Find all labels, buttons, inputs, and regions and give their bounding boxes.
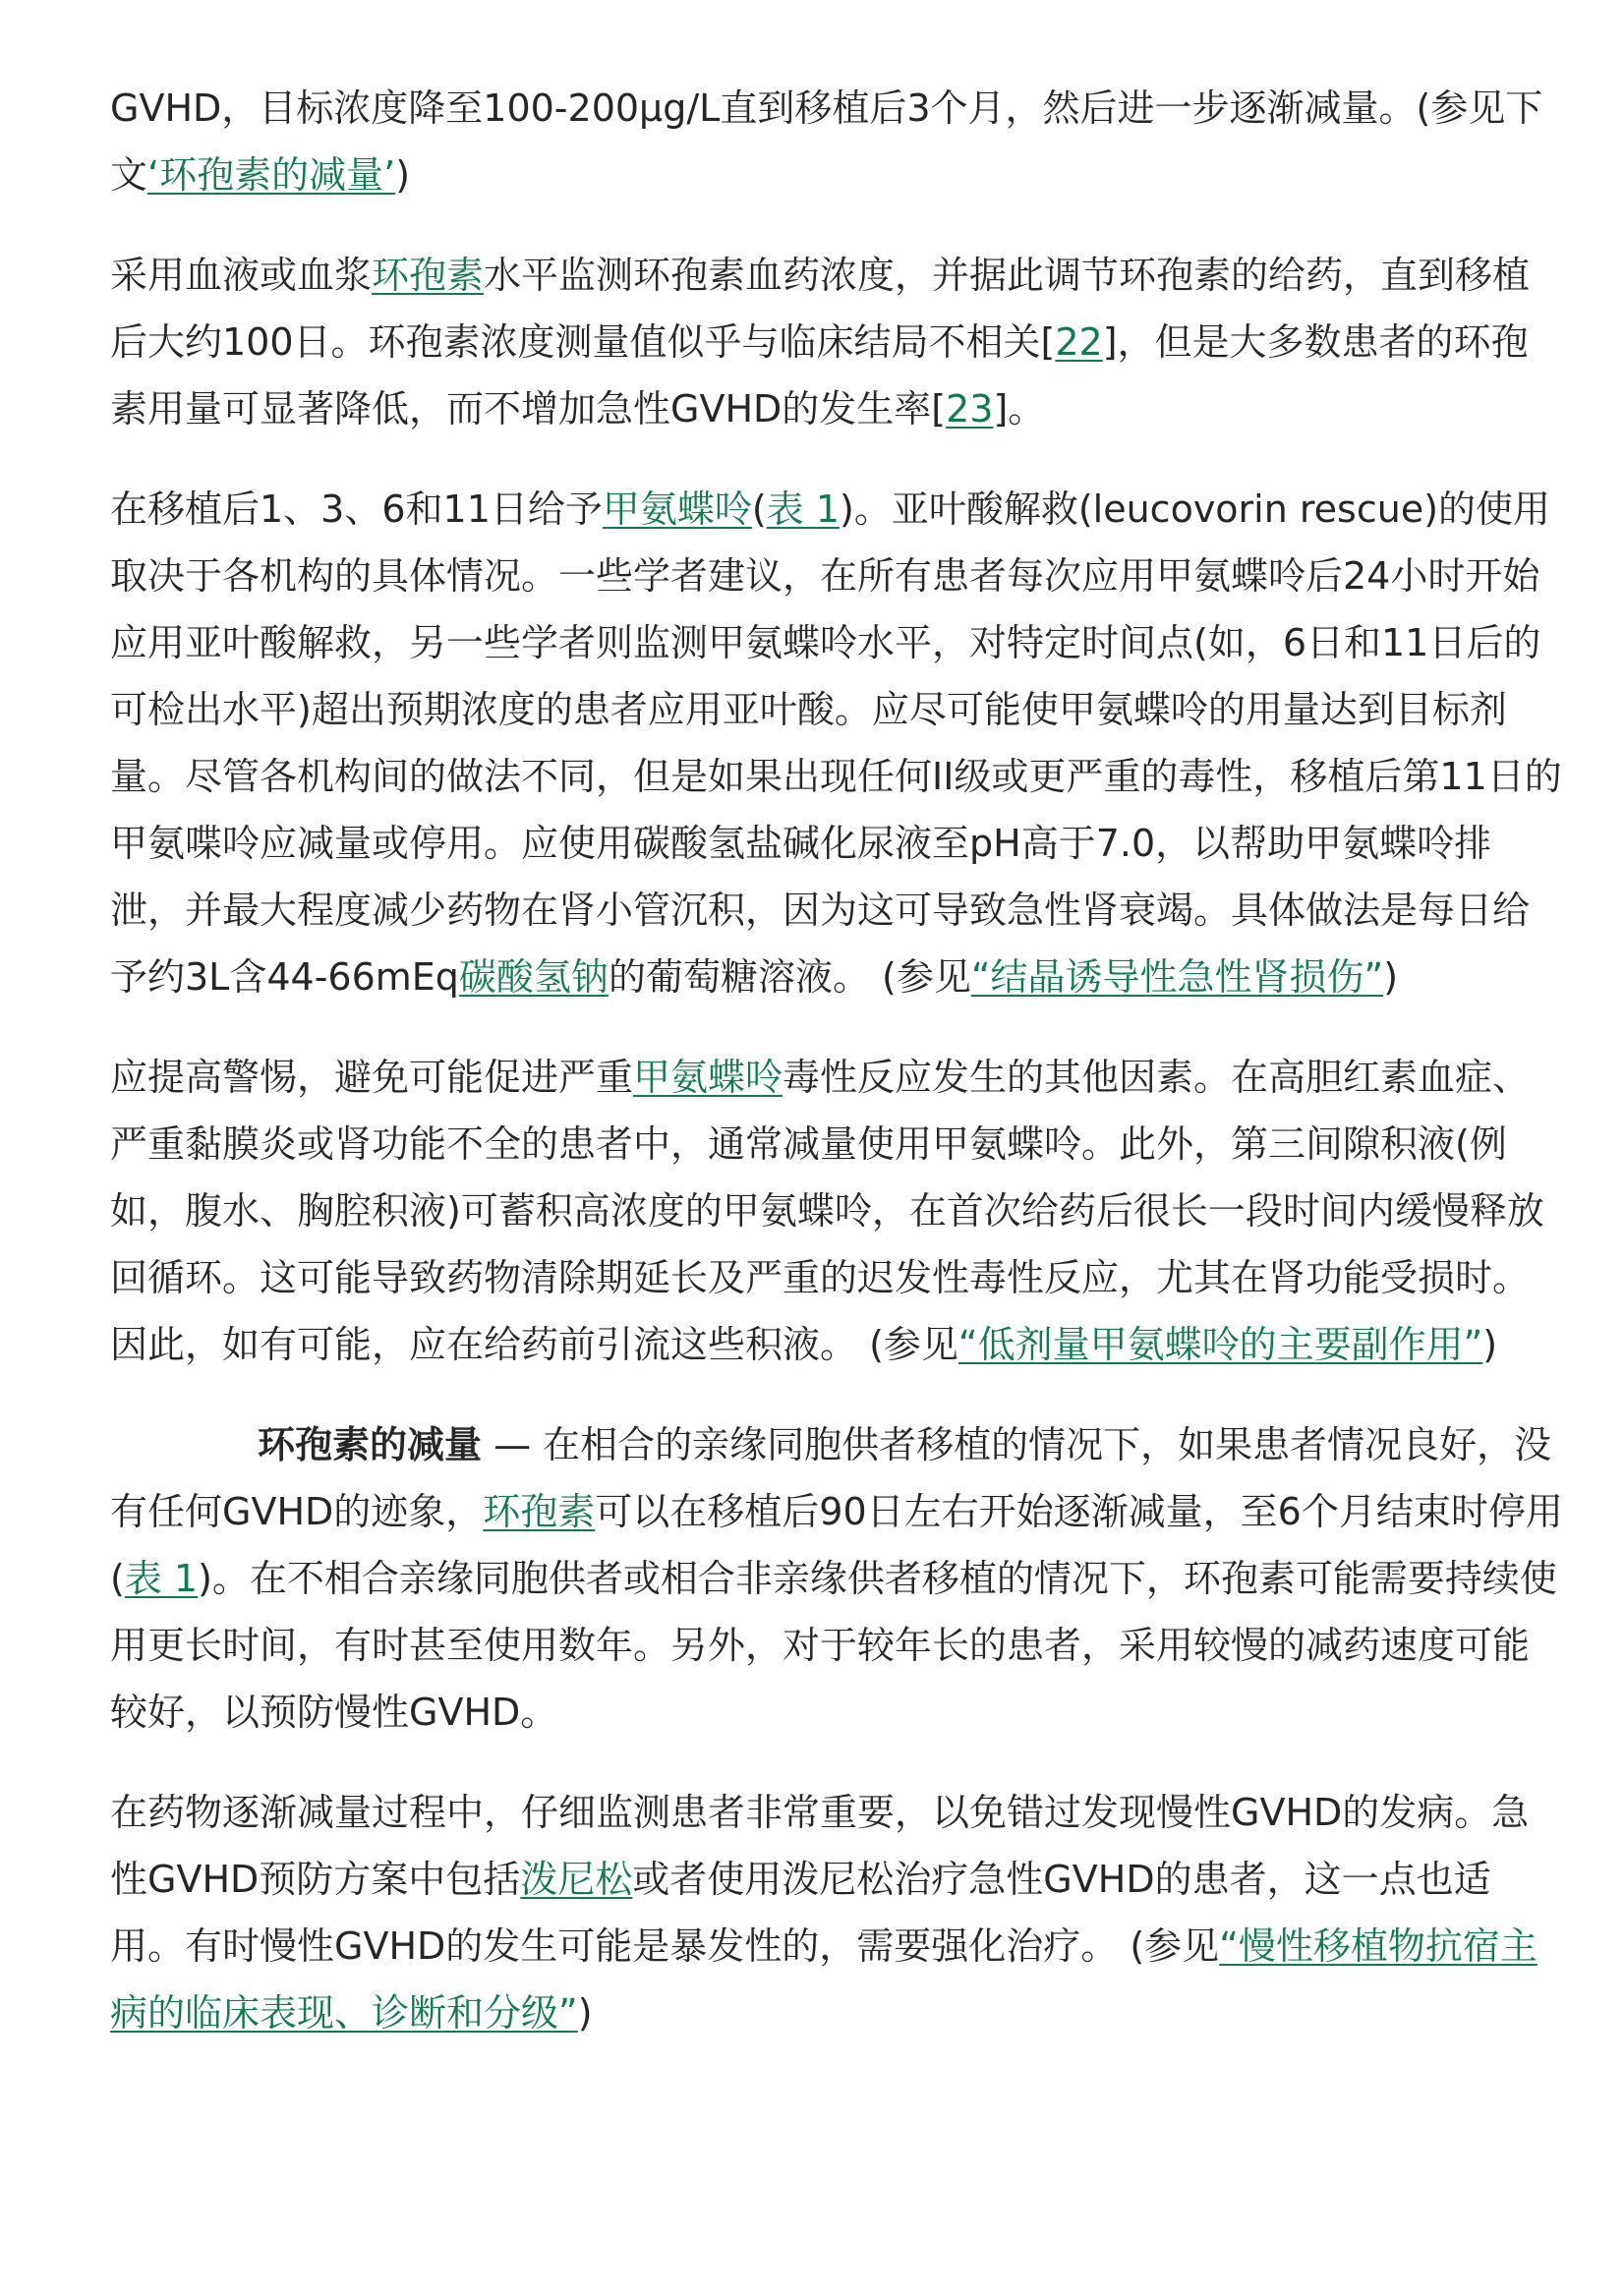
link-table-1[interactable]: 表 1 [766, 488, 840, 531]
reference-link-23[interactable]: 23 [946, 387, 994, 430]
reference-link-22[interactable]: 22 [1055, 320, 1103, 364]
link-low-dose-methotrexate-side-effects[interactable]: “低剂量甲氨蝶呤的主要副作用” [957, 1323, 1483, 1366]
text: 可以在移植后90日左右开始逐渐减量，至6个月结束时停用( [110, 1490, 1563, 1600]
link-cyclosporine[interactable]: 环孢素 [483, 1490, 596, 1533]
text: )。亚叶酸解救(leucovorin rescue)的使用取决于各机构的具体情况。一些学者建议，在所有患者每次应用甲氨蝶呤后24小时开始应用亚叶酸解救，另一些学者则监测甲氨蝶呤水平，对特定时间点(如，6日和11日后的可检出水平)超出预期浓度的患者应用亚叶酸。应尽可能使甲氨蝶呤的用量达到目标剂量。尽管各机构间的做法不同，但是如果出现任何II级或更严重的毒性，移植后第11日的甲氨喋呤应减量或停用。应使用碳酸氢盐碱化尿液至pH高于7.0，以帮助甲氨蝶呤排泄，并最大程度减少药物在肾小管沉积，因为这可导致急性肾衰竭。具体做法是每日给予约3L含44-66mEq [110, 488, 1562, 999]
text: 毒性反应发生的其他因素。在高胆红素血症、严重黏膜炎或肾功能不全的患者中，通常减量使用甲氨蝶呤。此外，第三间隙积液(例如，腹水、胸腔积液)可蓄积高浓度的甲氨蝶呤，在首次给药后很长一段时间内缓慢释放回循环。这可能导致药物清除期延长及严重的迟发性毒性反应，尤其在肾功能受损时。因此，如有可能，应在给药前引流这些积液。 (参见 [110, 1056, 1544, 1366]
link-methotrexate[interactable]: 甲氨蝶呤 [602, 488, 752, 531]
text: ) [1482, 1323, 1498, 1366]
text: 水平监测环孢素血药浓度，并据此调节环孢素的给药，直到移植后大约100日。环孢素浓度测量值似乎与临床结局不相关[ [110, 254, 1531, 364]
paragraph-methotrexate-dosing [110, 476, 1565, 1010]
text: ) [395, 153, 411, 197]
link-prednisone[interactable]: 泼尼松 [520, 1858, 633, 1901]
section-heading-cyclosporine-taper: 环孢素的减量 [258, 1423, 483, 1466]
link-sodium-bicarbonate[interactable]: 碳酸氢钠 [458, 955, 609, 999]
link-cyclosporine[interactable]: 环孢素 [372, 254, 485, 297]
text: ) [577, 1991, 593, 2035]
text: 采用血液或血浆 [110, 254, 373, 297]
paragraph-cyclosporine-monitoring [110, 242, 1565, 442]
text: 或者使用泼尼松治疗急性GVHD的患者，这一点也适用。有时慢性GVHD的发生可能是暴发性的，需要强化治疗。 (参见 [110, 1858, 1491, 1968]
link-table-1[interactable]: 表 1 [124, 1557, 199, 1600]
text: GVHD，目标浓度降至100-200μg/L直到移植后3个月，然后进一步逐渐减量。(参见下文 [110, 86, 1543, 197]
text: 在药物逐渐减量过程中，仔细监测患者非常重要，以免错过发现慢性GVHD的发病。急性GVHD预防方案中包括 [110, 1791, 1530, 1901]
text: ( [751, 488, 767, 531]
paragraph-methotrexate-toxicity [110, 1044, 1565, 1378]
link-chronic-gvhd-diagnosis[interactable]: “慢性移植物抗宿主病的临床表现、诊断和分级” [110, 1924, 1537, 2035]
text: 应提高警惕，避免可能促进严重 [110, 1056, 634, 1099]
link-crystal-induced-aki[interactable]: “结晶诱导性急性肾损伤” [970, 955, 1384, 999]
paragraph-cyclosporine-target [110, 75, 1565, 208]
paragraph-taper-monitoring [110, 1779, 1565, 2046]
text: ]。 [993, 387, 1046, 430]
paragraph-cyclosporine-taper [110, 1411, 1565, 1746]
text: )。在不相合亲缘同胞供者或相合非亲缘供者移植的情况下，环孢素可能需要持续使用更长时间，有时甚至使用数年。另外，对于较年长的患者，采用较慢的减药速度可能较好，以预防慢性GVHD。 [110, 1557, 1557, 1734]
text: 在移植后1、3、6和11日给予 [110, 488, 603, 531]
text: 的葡萄糖溶液。 (参见 [608, 955, 971, 999]
link-methotrexate[interactable]: 甲氨蝶呤 [633, 1056, 783, 1099]
text: ) [1383, 955, 1399, 999]
link-cyclosporine-taper[interactable]: ‘环孢素的减量’ [147, 153, 396, 197]
text: — 在相合的亲缘同胞供者移植的情况下，如果患者情况良好，没有任何GVHD的迹象， [110, 1423, 1552, 1533]
text: ]，但是大多数患者的环孢素用量可显著降低，而不增加急性GVHD的发生率[ [110, 320, 1529, 430]
document-body [110, 75, 1565, 2080]
